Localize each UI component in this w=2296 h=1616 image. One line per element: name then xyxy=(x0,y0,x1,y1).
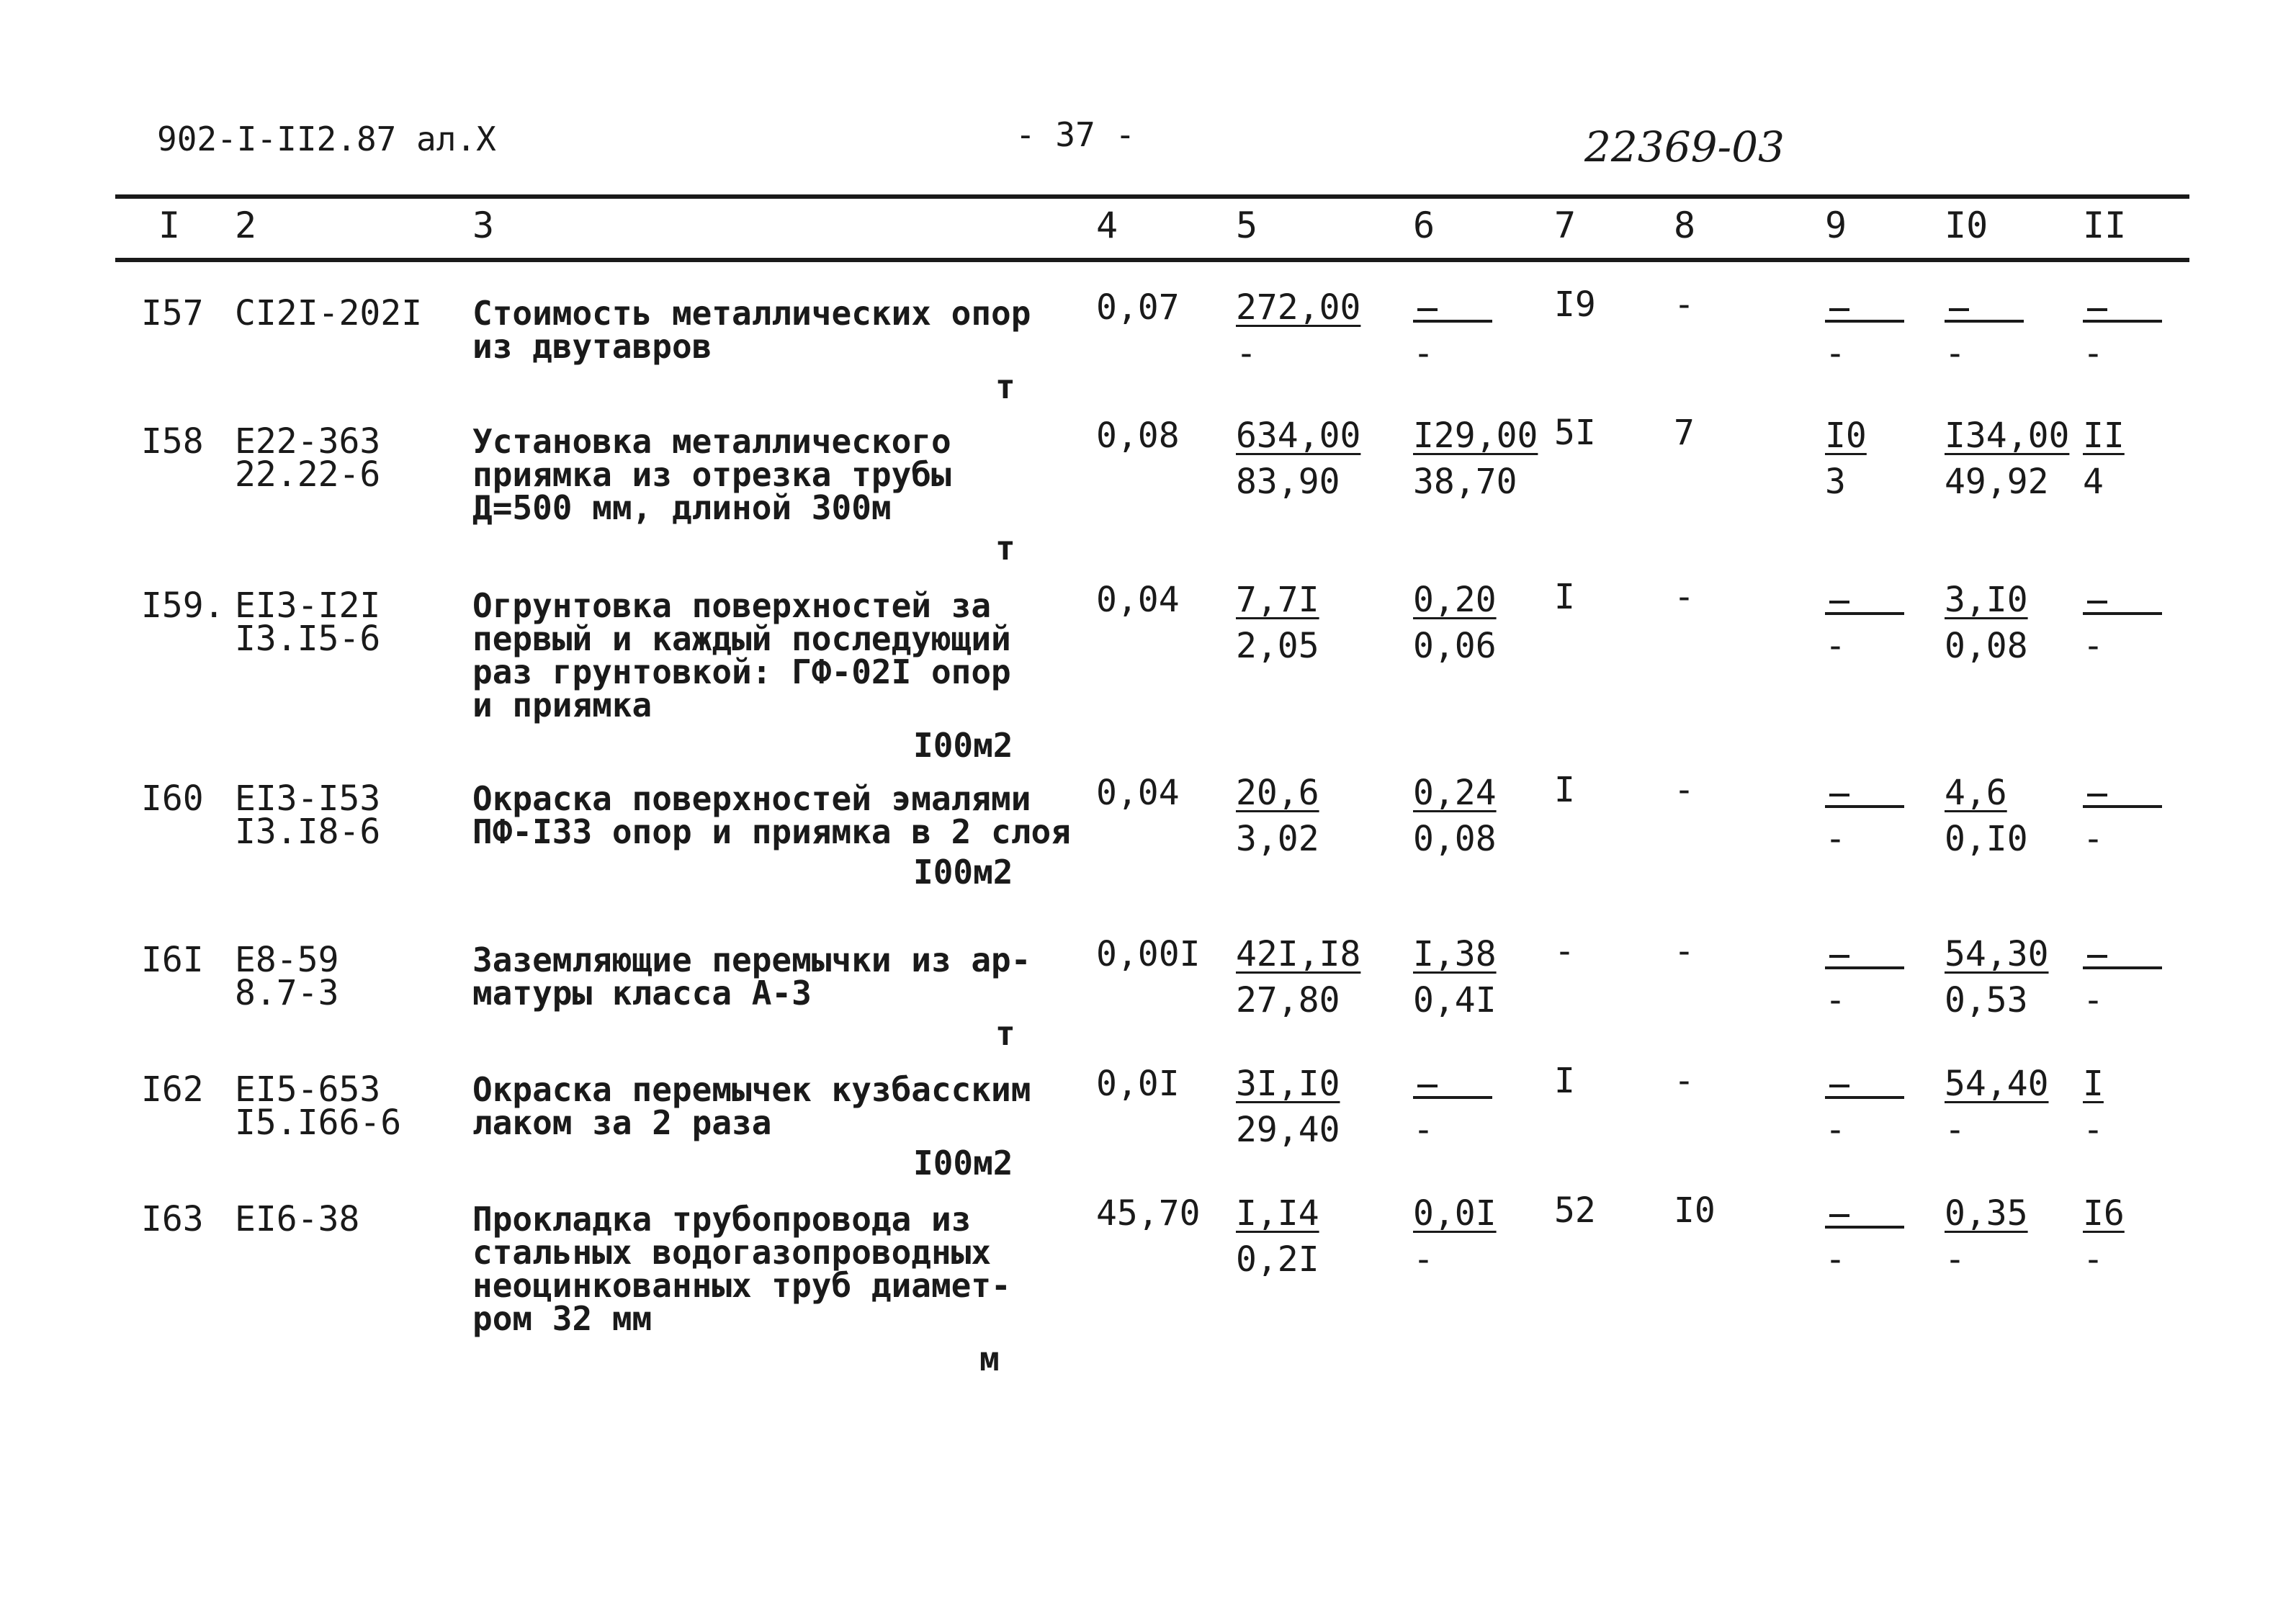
norm-code: EI6-38 xyxy=(235,1199,360,1239)
work-description: Установка металлического xyxy=(472,422,951,461)
col11-denominator: - xyxy=(2083,819,2104,859)
quantity: 45,70 xyxy=(1096,1193,1201,1234)
col7-value: I xyxy=(1554,1061,1575,1101)
col10-numerator: 54,30 xyxy=(1945,934,2049,974)
unit-of-measure: т xyxy=(995,367,1015,406)
work-description: лаком за 2 раза xyxy=(472,1103,772,1142)
work-description: Прокладка трубопровода из xyxy=(472,1200,972,1239)
work-description: приямка из отрезка трубы xyxy=(472,455,951,494)
cost-col5-numerator: 7,7I xyxy=(1236,580,1319,620)
norm-code: E22-363 xyxy=(235,421,381,462)
cost-col6-denominator: 0,06 xyxy=(1413,626,1497,666)
norm-code: E8-59 xyxy=(235,940,339,980)
column-header-11: II xyxy=(2083,205,2127,246)
col9-denominator: - xyxy=(1825,1239,1846,1280)
unit-of-measure: т xyxy=(995,529,1015,567)
col11-numerator: I6 xyxy=(2083,1193,2125,1234)
work-description: Д=500 мм, длиной 300м xyxy=(472,488,892,527)
quantity: 0,04 xyxy=(1096,580,1180,620)
col10-denominator: - xyxy=(1945,333,1965,374)
col9-denominator: - xyxy=(1825,626,1846,666)
col9-denominator: 3 xyxy=(1825,462,1846,502)
cost-col5-numerator: 42I,I8 xyxy=(1236,934,1361,974)
norm-code: 22.22-6 xyxy=(235,454,381,495)
cost-col6-numerator: 0,24 xyxy=(1413,773,1497,813)
cost-col6-denominator: - xyxy=(1413,1239,1434,1280)
cost-col5-denominator: 2,05 xyxy=(1236,626,1319,666)
col11-dash xyxy=(2087,794,2107,796)
work-description: неоцинкованных труб диамет- xyxy=(472,1266,1011,1305)
column-header-4: 4 xyxy=(1096,205,1118,246)
col11-dash xyxy=(2087,308,2107,311)
col11-dash xyxy=(2087,955,2107,958)
col10-dash xyxy=(1949,308,1969,311)
col7-value: 52 xyxy=(1554,1190,1596,1231)
col10-denominator: 0,08 xyxy=(1945,626,2028,666)
work-description: ром 32 мм xyxy=(472,1299,653,1338)
cost-col6-numerator: 0,20 xyxy=(1413,580,1497,620)
col11-denominator: 4 xyxy=(2083,462,2104,502)
col10-numerator: 3,I0 xyxy=(1945,580,2028,620)
col11-denominator: - xyxy=(2083,1239,2104,1280)
quantity: 0,00I xyxy=(1096,934,1201,974)
col8-value: - xyxy=(1674,931,1695,971)
col9-denominator: - xyxy=(1825,333,1846,374)
cost-col5-denominator: - xyxy=(1236,333,1257,374)
cost-col5-denominator: 0,2I xyxy=(1236,1239,1319,1280)
col9-dash xyxy=(1829,601,1849,603)
col11-numerator: I xyxy=(2083,1064,2104,1104)
work-description: Окраска поверхностей эмалями xyxy=(472,779,1031,818)
col9-dash xyxy=(1829,1214,1849,1217)
cost-col6-dash-underline xyxy=(1413,320,1492,323)
cost-col6-denominator: 38,70 xyxy=(1413,462,1517,502)
col9-denominator: - xyxy=(1825,980,1846,1020)
col8-value: - xyxy=(1674,284,1695,325)
row-number: I63 xyxy=(141,1199,204,1239)
column-header-9: 9 xyxy=(1825,205,1847,246)
unit-of-measure: I00м2 xyxy=(913,726,1013,765)
col10-numerator: 4,6 xyxy=(1945,773,2007,813)
column-header-6: 6 xyxy=(1413,205,1435,246)
norm-code: 8.7-3 xyxy=(235,973,339,1013)
cost-col6-dash-underline xyxy=(1413,1096,1492,1099)
quantity: 0,0I xyxy=(1096,1064,1180,1104)
col11-dash-underline xyxy=(2083,805,2162,808)
work-description: Окраска перемычек кузбасским xyxy=(472,1070,1031,1109)
col7-value: 5I xyxy=(1554,413,1596,453)
col9-dash xyxy=(1829,1085,1849,1087)
work-description: раз грунтовкой: ГФ-02I опор xyxy=(472,652,1011,691)
unit-of-measure: I00м2 xyxy=(913,853,1013,892)
col9-dash-underline xyxy=(1825,1096,1904,1099)
col10-numerator: 54,40 xyxy=(1945,1064,2049,1104)
column-header-2: 2 xyxy=(235,205,257,246)
col9-dash-underline xyxy=(1825,612,1904,615)
col8-value: I0 xyxy=(1674,1190,1716,1231)
col11-denominator: - xyxy=(2083,980,2104,1020)
cost-col6-numerator: I,38 xyxy=(1413,934,1497,974)
col8-value: - xyxy=(1674,770,1695,810)
cost-col6-dash xyxy=(1417,308,1438,311)
cost-col5-denominator: 83,90 xyxy=(1236,462,1340,502)
column-header-5: 5 xyxy=(1236,205,1258,246)
col11-dash-underline xyxy=(2083,320,2162,323)
col7-value: - xyxy=(1554,931,1575,971)
row-number: I60 xyxy=(141,778,204,819)
work-description: и приямка xyxy=(472,686,653,724)
col9-dash xyxy=(1829,955,1849,958)
cost-col5-denominator: 27,80 xyxy=(1236,980,1340,1020)
col10-dash-underline xyxy=(1945,320,2024,323)
work-description: ПФ-I33 опор и приямка в 2 слоя xyxy=(472,812,1071,851)
column-header-1: I xyxy=(158,205,181,246)
row-number: I62 xyxy=(141,1069,204,1110)
unit-of-measure: т xyxy=(995,1014,1015,1053)
document-code: 902-I-II2.87 ал.X xyxy=(157,120,496,158)
cost-col6-denominator: 0,08 xyxy=(1413,819,1497,859)
row-number: I57 xyxy=(141,293,204,333)
col8-value: 7 xyxy=(1674,413,1695,453)
work-description: стальных водогазопроводных xyxy=(472,1233,992,1272)
col9-numerator: I0 xyxy=(1825,416,1867,456)
row-number: I6I xyxy=(141,940,204,980)
page-number: - 37 - xyxy=(1015,115,1136,154)
cost-col5-numerator: 20,6 xyxy=(1236,773,1319,813)
cost-col5-denominator: 29,40 xyxy=(1236,1110,1340,1150)
document-stamp-number: 22369-03 xyxy=(1584,122,1785,171)
unit-of-measure: м xyxy=(979,1339,1000,1378)
col11-dash-underline xyxy=(2083,612,2162,615)
column-header-3: 3 xyxy=(472,205,495,246)
cost-col6-denominator: 0,4I xyxy=(1413,980,1497,1020)
table-header-rule xyxy=(115,258,2189,262)
unit-of-measure: I00м2 xyxy=(913,1144,1013,1182)
col11-denominator: - xyxy=(2083,626,2104,666)
col10-denominator: - xyxy=(1945,1110,1965,1150)
column-header-10: I0 xyxy=(1945,205,1988,246)
col9-denominator: - xyxy=(1825,819,1846,859)
cost-col5-numerator: 3I,I0 xyxy=(1236,1064,1340,1104)
norm-code: I5.I66-6 xyxy=(235,1103,402,1143)
column-header-8: 8 xyxy=(1674,205,1696,246)
table-top-rule xyxy=(115,194,2189,199)
col7-value: I xyxy=(1554,770,1575,810)
work-description: Огрунтовка поверхностей за xyxy=(472,586,992,625)
work-description: матуры класса А-3 xyxy=(472,974,812,1013)
col11-denominator: - xyxy=(2083,333,2104,374)
col7-value: I9 xyxy=(1554,284,1596,325)
column-header-7: 7 xyxy=(1554,205,1577,246)
norm-code: EI3-I2I xyxy=(235,585,381,626)
work-description: первый и каждый последующий xyxy=(472,619,1011,658)
quantity: 0,07 xyxy=(1096,287,1180,328)
work-description: из двутавров xyxy=(472,327,712,366)
cost-col6-numerator: 0,0I xyxy=(1413,1193,1497,1234)
work-description: Заземляющие перемычки из ар- xyxy=(472,941,1031,979)
col10-numerator: 0,35 xyxy=(1945,1193,2028,1234)
norm-code: I3.I8-6 xyxy=(235,812,381,852)
cost-col6-dash xyxy=(1417,1085,1438,1087)
cost-col5-numerator: 634,00 xyxy=(1236,416,1361,456)
col9-denominator: - xyxy=(1825,1110,1846,1150)
cost-col6-numerator: I29,00 xyxy=(1413,416,1538,456)
cost-col5-numerator: I,I4 xyxy=(1236,1193,1319,1234)
col10-denominator: 0,I0 xyxy=(1945,819,2028,859)
cost-col6-denominator: - xyxy=(1413,1110,1434,1150)
cost-col5-denominator: 3,02 xyxy=(1236,819,1319,859)
row-number: I58 xyxy=(141,421,204,462)
col8-value: - xyxy=(1674,1061,1695,1101)
quantity: 0,04 xyxy=(1096,773,1180,813)
col10-denominator: 0,53 xyxy=(1945,980,2028,1020)
col9-dash-underline xyxy=(1825,966,1904,969)
norm-code: CI2I-202I xyxy=(235,293,423,333)
col11-denominator: - xyxy=(2083,1110,2104,1150)
cost-col6-denominator: - xyxy=(1413,333,1434,374)
col9-dash-underline xyxy=(1825,1226,1904,1229)
col11-numerator: II xyxy=(2083,416,2125,456)
norm-code: EI5-653 xyxy=(235,1069,381,1110)
col9-dash xyxy=(1829,794,1849,796)
col11-dash-underline xyxy=(2083,966,2162,969)
cost-col5-numerator: 272,00 xyxy=(1236,287,1361,328)
quantity: 0,08 xyxy=(1096,416,1180,456)
col9-dash xyxy=(1829,308,1849,311)
col9-dash-underline xyxy=(1825,805,1904,808)
col9-dash-underline xyxy=(1825,320,1904,323)
work-description: Стоимость металлических опор xyxy=(472,294,1031,333)
col10-numerator: I34,00 xyxy=(1945,416,2070,456)
col11-dash xyxy=(2087,601,2107,603)
row-number: I59. xyxy=(141,585,225,626)
norm-code: EI3-I53 xyxy=(235,778,381,819)
norm-code: I3.I5-6 xyxy=(235,619,381,659)
col10-denominator: 49,92 xyxy=(1945,462,2049,502)
col10-denominator: - xyxy=(1945,1239,1965,1280)
col8-value: - xyxy=(1674,577,1695,617)
col7-value: I xyxy=(1554,577,1575,617)
